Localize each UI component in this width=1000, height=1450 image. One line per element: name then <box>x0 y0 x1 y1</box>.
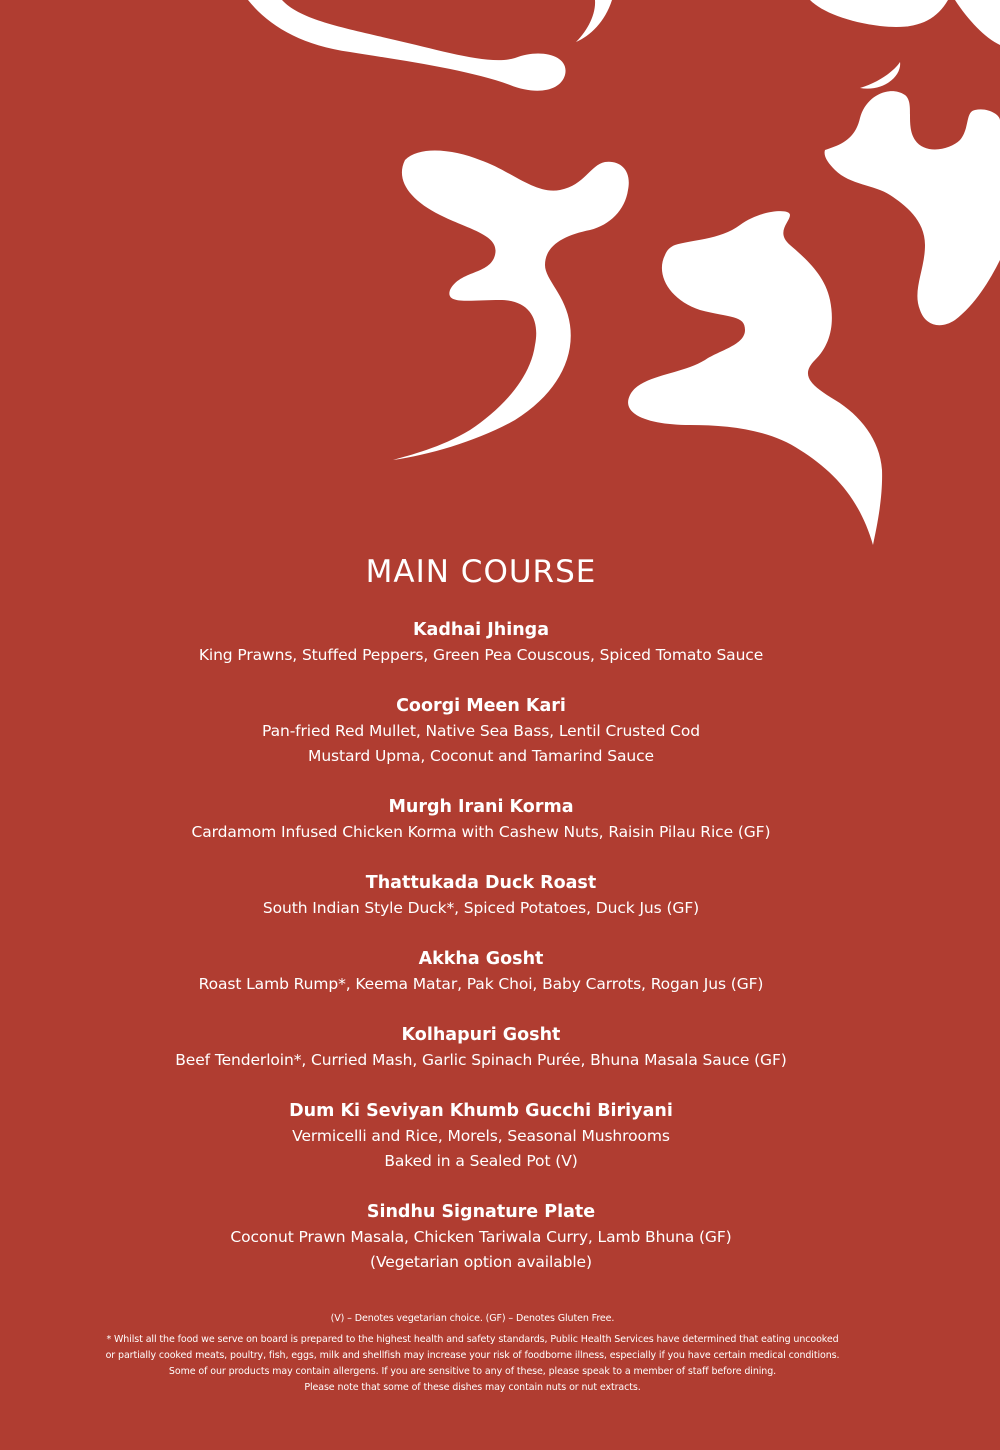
dietary-legend: (V) – Denotes vegetarian choice. (GF) – Denotes Gluten Free. <box>330 1313 615 1324</box>
menu-item <box>0 795 962 845</box>
dish-name: Kolhapuri Gosht <box>401 1025 561 1045</box>
menu-item <box>0 694 962 769</box>
dish-name: Murgh Irani Korma <box>388 797 574 817</box>
disclaimer-line: or partially cooked meats, poultry, fish, eggs, milk and shellfish may increase your risk of foodborne illness, especially if you have certain medical conditions. <box>105 1350 840 1361</box>
dish-description: Vermicelli and Rice, Morels, Seasonal Mushrooms <box>292 1127 670 1145</box>
brushstroke-shape <box>955 0 1000 45</box>
dish-description: Baked in a Sealed Pot (V) <box>384 1152 578 1170</box>
menu-item <box>0 871 962 921</box>
section-title: MAIN COURSE <box>365 554 597 590</box>
brushstroke-shape <box>825 91 1000 325</box>
main-course-menu <box>0 550 962 1301</box>
decorative-brushstroke-artwork <box>0 0 1000 580</box>
menu-item <box>0 618 962 668</box>
dish-name: Sindhu Signature Plate <box>366 1202 596 1222</box>
dish-description: Pan-fried Red Mullet, Native Sea Bass, Lentil Crusted Cod <box>262 722 700 740</box>
dish-name: Kadhai Jhinga <box>412 620 550 640</box>
dish-description: Roast Lamb Rump*, Keema Matar, Pak Choi, Baby Carrots, Rogan Jus (GF) <box>198 975 764 993</box>
brushstroke-shape <box>248 0 566 91</box>
dish-description: King Prawns, Stuffed Peppers, Green Pea Couscous, Spiced Tomato Sauce <box>198 646 764 664</box>
brushstroke-shape <box>576 0 612 42</box>
brushstroke-shape <box>393 151 629 460</box>
dish-description: Beef Tenderloin*, Curried Mash, Garlic Spinach Purée, Bhuna Masala Sauce (GF) <box>175 1051 787 1069</box>
dish-description: Coconut Prawn Masala, Chicken Tariwala Curry, Lamb Bhuna (GF) <box>230 1228 732 1246</box>
menu-item <box>0 1023 962 1073</box>
dish-name: Coorgi Meen Kari <box>396 696 566 716</box>
brushstroke-shape <box>860 62 900 89</box>
menu-item <box>0 947 962 997</box>
dish-description: Mustard Upma, Coconut and Tamarind Sauce <box>308 747 654 765</box>
dish-description: South Indian Style Duck*, Spiced Potatoes, Duck Jus (GF) <box>262 899 700 917</box>
footnotes <box>0 1311 945 1396</box>
dish-name: Akkha Gosht <box>418 949 544 969</box>
brushstroke-shape <box>628 211 882 545</box>
brushstroke-shape <box>810 0 948 27</box>
disclaimer-line: Some of our products may contain allergens. If you are sensitive to any of these, please speak to a member of staff before dining. <box>168 1366 777 1377</box>
menu-item <box>0 1099 962 1174</box>
dish-name: Dum Ki Seviyan Khumb Gucchi Biriyani <box>289 1101 673 1121</box>
disclaimer-line: Please note that some of these dishes may contain nuts or nut extracts. <box>304 1382 641 1393</box>
disclaimer-line: * Whilst all the food we serve on board is prepared to the highest health and safety standards, Public Health Services have determined that eating uncooked <box>106 1334 839 1345</box>
menu-item <box>0 1200 962 1275</box>
dish-description: (Vegetarian option available) <box>370 1253 592 1271</box>
dish-name: Thattukada Duck Roast <box>365 873 597 893</box>
dish-description: Cardamom Infused Chicken Korma with Cashew Nuts, Raisin Pilau Rice (GF) <box>191 823 771 841</box>
